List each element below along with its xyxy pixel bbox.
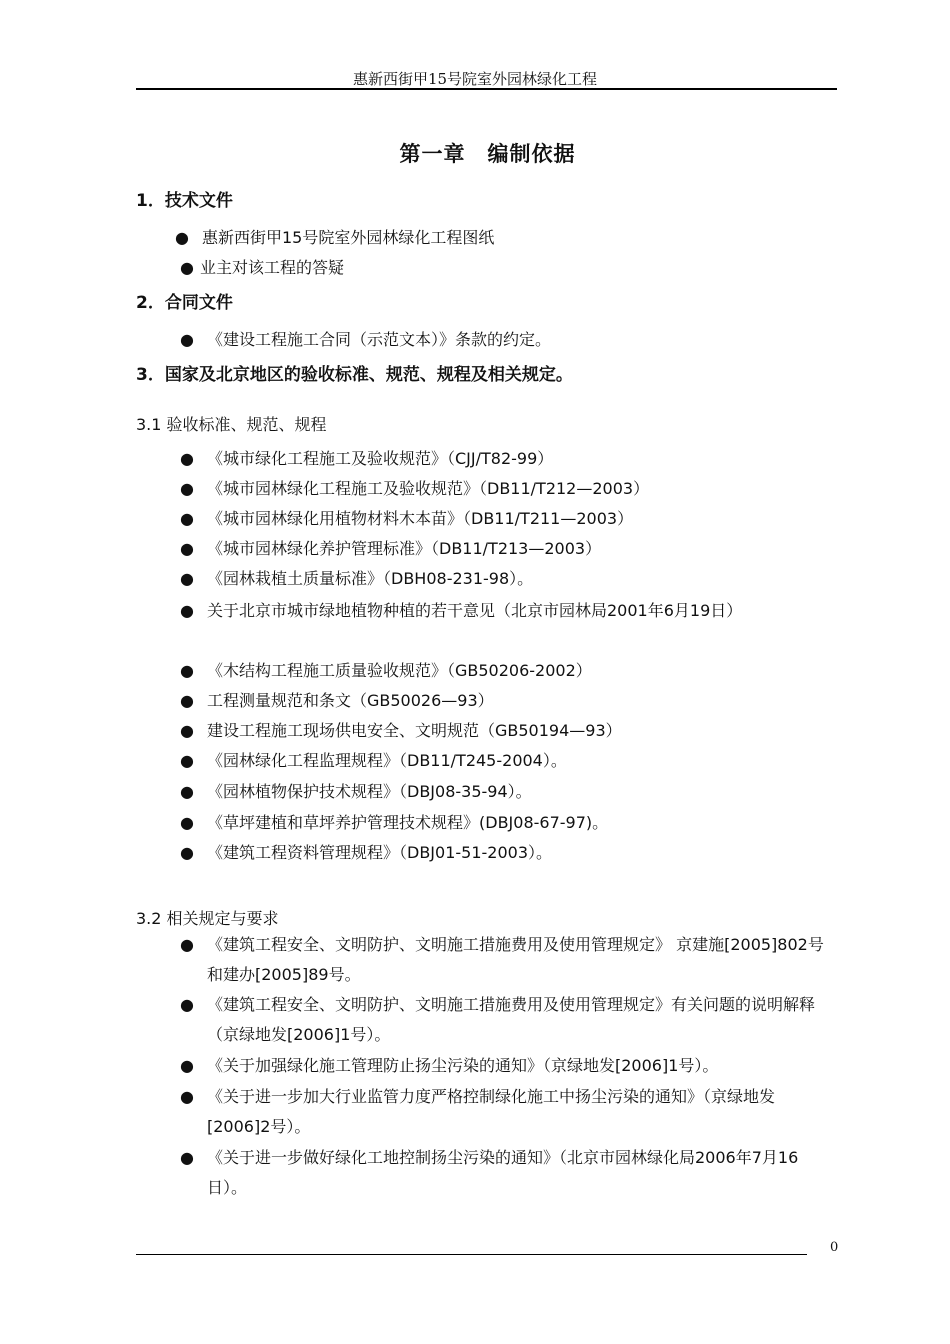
bullet-icon: ● [180,1056,194,1075]
bullet-icon: ● [180,751,194,770]
section-heading-1: 1．技术文件 [136,191,233,211]
section-heading-2: 2．合同文件 [136,293,233,313]
header-rule [136,88,837,90]
page-number: 0 [830,1240,839,1255]
section-heading-3: 3．国家及北京地区的验收标准、规范、规程及相关规定。 [136,365,573,385]
footer-rule [136,1254,807,1255]
bullet-icon: ● [180,449,194,468]
bullet-icon: ● [180,539,194,558]
bullet-icon: ● [180,479,194,498]
running-header: 惠新西街甲15号院室外园林绿化工程 [352,70,598,88]
bullet-icon: ● [180,601,194,620]
bullet-icon: ● [180,661,194,680]
bullet-icon: ● [180,813,194,832]
bullet-icon: ● [180,782,194,801]
bullet-icon: ● [180,330,194,349]
bullet-icon: ● [180,569,194,588]
bullet-icon: ● [180,1087,194,1106]
bullet-icon: ● [180,721,194,740]
bullet-icon: ● [180,1148,194,1167]
bullet-icon: ● [180,258,194,277]
subsection-heading-3-2: 3.2 相关规定与要求 [136,909,279,928]
bullet-icon: ● [180,843,194,862]
bullet-icon: ● [180,509,194,528]
bullet-icon: ● [180,691,194,710]
chapter-title: 第一章 编制依据 [399,142,576,166]
bullet-icon: ● [180,995,194,1014]
bullet-icon: ● [175,228,189,247]
subsection-heading-3-1: 3.1 验收标准、规范、规程 [136,415,327,434]
bullet-icon: ● [180,935,194,954]
